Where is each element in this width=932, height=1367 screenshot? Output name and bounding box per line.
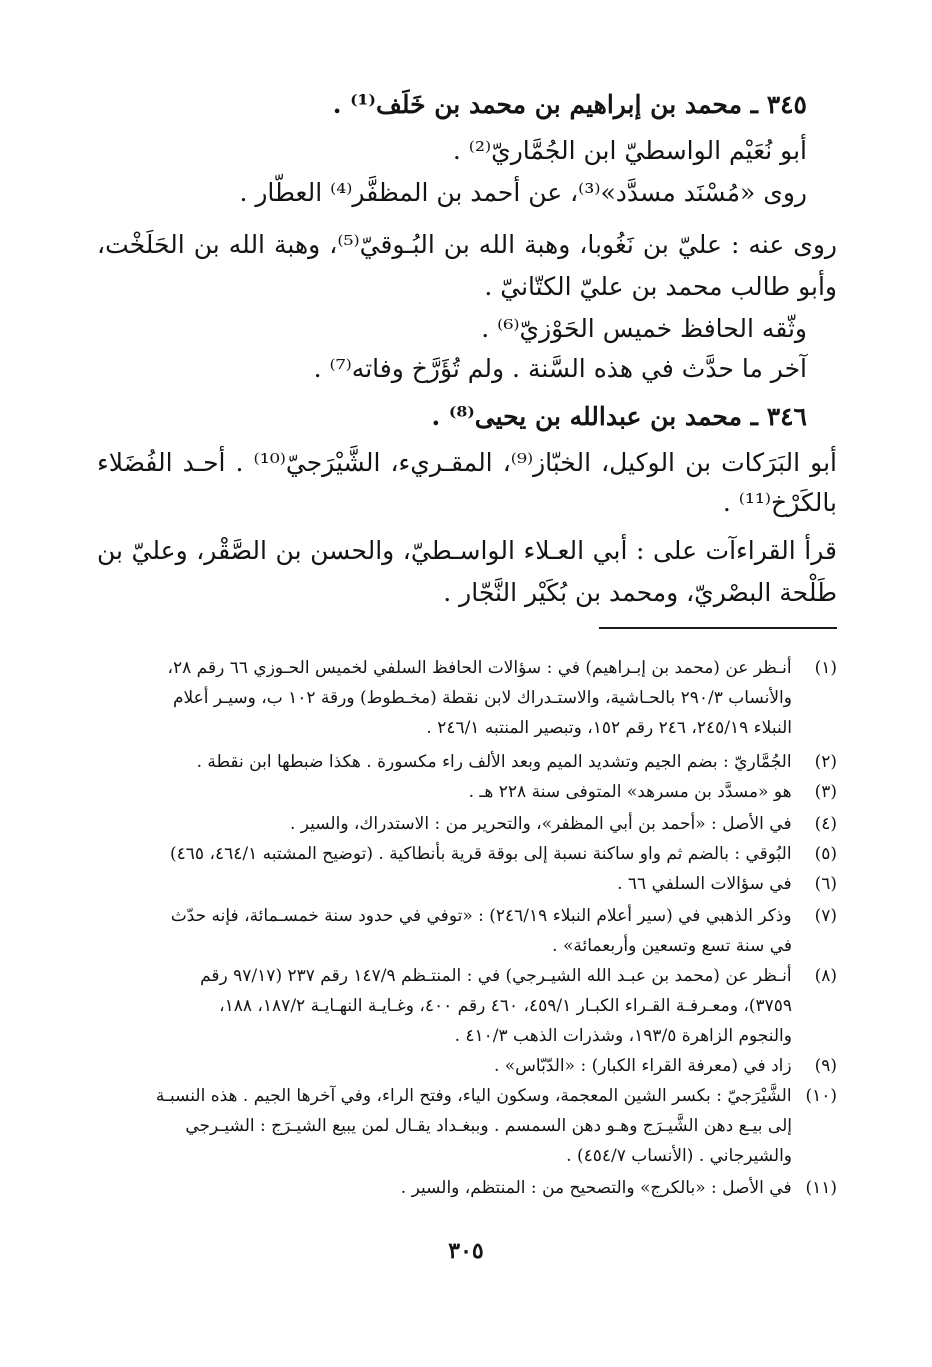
- footnote-text: النبلاء ٢٤٥/١٩، ٢٤٦ رقم ١٥٢، وتبصير المنتبه ٢٤٦/١ .: [426, 718, 792, 738]
- footnote-number: (٣): [814, 782, 837, 802]
- footnote-line: [617, 872, 837, 896]
- footnote-line: [290, 812, 837, 836]
- footnote-text: أنـظر عن (محمد بن إبـراهيم) في : سؤالات الحافظ السلفي لخميس الحـوزي ٦٦ رقم ٢٨،: [167, 658, 792, 678]
- footnote-line: [185, 1114, 792, 1138]
- footnote-text: في سؤالات السلفي ٦٦ .: [617, 874, 792, 894]
- main-line: طَلْحة البصْريّ، ومحمد بن بُكَيْر النَّجّار .: [443, 578, 837, 607]
- footnote-line: [219, 994, 792, 1018]
- footnote-text: الجُمَّاريّ : بضم الجيم وتشديد الميم وبعد الألف راء مكسورة . هكذا ضبطها ابن نقطة .: [196, 752, 792, 772]
- footnote-separator: [599, 627, 837, 629]
- footnote-number: (١٠): [805, 1086, 837, 1106]
- footnote-text: في سنة تسع وتسعين وأربعمائة» .: [552, 936, 792, 956]
- page-number: ٣٠٥: [448, 1238, 484, 1264]
- footnote-text: زاد في (معرفة القراء الكبار) : «الدّبّاس» .: [493, 1056, 792, 1076]
- footnote-text: والشيرجاني . (الأنساب ٤٥٤/٧) .: [566, 1146, 792, 1166]
- footnote-number: (١): [814, 658, 837, 678]
- footnote-line: [197, 750, 837, 774]
- footnote-line: [200, 964, 837, 988]
- footnote-line: [552, 934, 792, 958]
- main-line: وثّقه الحافظ خميس الحَوْزيّ⁽⁶⁾ .: [481, 314, 807, 343]
- footnote-number: (٨): [814, 966, 837, 986]
- footnote-number: (٧): [814, 906, 837, 926]
- footnote-line: [566, 1144, 792, 1168]
- footnote-text: أنـظر عن (محمد بن عبـد الله الشيـرجي) في : المنتـظم ١٤٧/٩ رقم ٢٣٧ (٩٧/١٧ رقم: [200, 966, 792, 986]
- main-line: آخر ما حدَّث في هذه السَّنة . ولم تُؤَرَّخ وفاته⁽⁷⁾ .: [313, 354, 807, 383]
- footnote-line: [167, 656, 837, 680]
- footnote-text: وذكر الذهبي في (سير أعلام النبلاء ٢٤٦/١٩) : «توفي في حدود سنة خمسـمائة، فإنه حدّث: [170, 906, 792, 926]
- footnote-text: ٣٧٥٩)، ومعـرفـة القـراء الكبـار ٤٥٩/١، ٤٦٠ رقم ٤٠٠، وغـايـة النهـايـة ١٨٧/٢، ١٨٨،: [219, 996, 792, 1016]
- entry-heading-346: ٣٤٦ ـ محمد بن عبدالله بن يحيى⁽⁸⁾ .: [431, 402, 807, 431]
- main-line: قرأ القراءآت على : أبي العـلاء الواسـطيّ، والحسن بن الصَّقْر، وعليّ بن: [97, 536, 837, 565]
- main-line: روى عنه : عليّ بن نَغُوبا، وهبة الله بن البُـوقيّ⁽⁵⁾، وهبة الله بن الحَلَخْت،: [97, 230, 837, 259]
- footnote-line: [171, 904, 837, 928]
- footnote-number: (٦): [814, 874, 837, 894]
- main-line: روى «مُسْنَد مسدَّد»⁽³⁾، عن أحمد بن المظفَّر⁽⁴⁾ العطّار .: [239, 178, 807, 207]
- footnote-text: البُوقي : بالضم ثم واو ساكنة نسبة إلى بوقة قرية بأنطاكية . (توضيح المشتبه ٤٦٤/١، ٤٦٥): [170, 844, 792, 864]
- footnote-number: (١١): [805, 1178, 837, 1198]
- footnote-number: (٥): [814, 844, 837, 864]
- footnote-text: الشَّيْرَجيّ : بكسر الشين المعجمة، وسكون الياء، وفتح الراء، وفي آخرها الجيم . هذه النسبـة: [155, 1086, 792, 1106]
- footnote-line: [426, 716, 792, 740]
- footnote-line: [494, 1054, 837, 1078]
- main-line: بالكَرْخ⁽¹¹⁾ .: [722, 488, 837, 517]
- footnote-text: والأنساب ٢٩٠/٣ بالحـاشية، والاستـدراك لابن نقطة (مخـطوط) ورقة ١٠٢ ب، وسيـر أعلام: [172, 688, 792, 708]
- footnote-line: [170, 842, 837, 866]
- footnote-text: هو «مسدَّد بن مسرهد» المتوفى سنة ٢٢٨ هـ .: [468, 782, 792, 802]
- footnote-line: [401, 1176, 837, 1200]
- main-line: أبو نُعَيْم الواسطيّ ابن الجُمَّاريّ⁽²⁾ .: [452, 136, 807, 165]
- footnote-line: [455, 1024, 792, 1048]
- footnote-number: (٢): [814, 752, 837, 772]
- footnote-text: والنجوم الزاهرة ١٩٣/٥، وشذرات الذهب ٤١٠/٣ .: [454, 1026, 792, 1046]
- footnote-number: (٩): [814, 1056, 837, 1076]
- footnote-line: [173, 686, 792, 710]
- footnote-text: في الأصل : «أحمد بن أبي المظفر»، والتحرير من : الاستدراك، والسير .: [289, 814, 792, 834]
- entry-heading-345: ٣٤٥ ـ محمد بن إبراهيم بن محمد بن خَلَف⁽¹⁾ .: [332, 90, 807, 119]
- footnote-text: إلى بيـع دهن الشَّيـرَج وهـو دهن السمسم . وببغـداد يقـال لمن يبيع الشيـرَج : الشيـرجي: [185, 1116, 792, 1136]
- footnote-line: [469, 780, 837, 804]
- footnote-number: (٤): [814, 814, 837, 834]
- main-line: أبو البَرَكات بن الوكيل، الخبّاز⁽⁹⁾، المقـريء، الشَّيْرَجيّ⁽¹⁰⁾ . أحـد الفُضَلاء: [97, 448, 837, 477]
- footnote-text: في الأصل : «بالكرج» والتصحيح من : المنتظم، والسير .: [400, 1178, 792, 1198]
- main-line: وأبو طالب محمد بن عليّ الكتّانيّ .: [484, 272, 837, 301]
- footnote-line: [156, 1084, 837, 1108]
